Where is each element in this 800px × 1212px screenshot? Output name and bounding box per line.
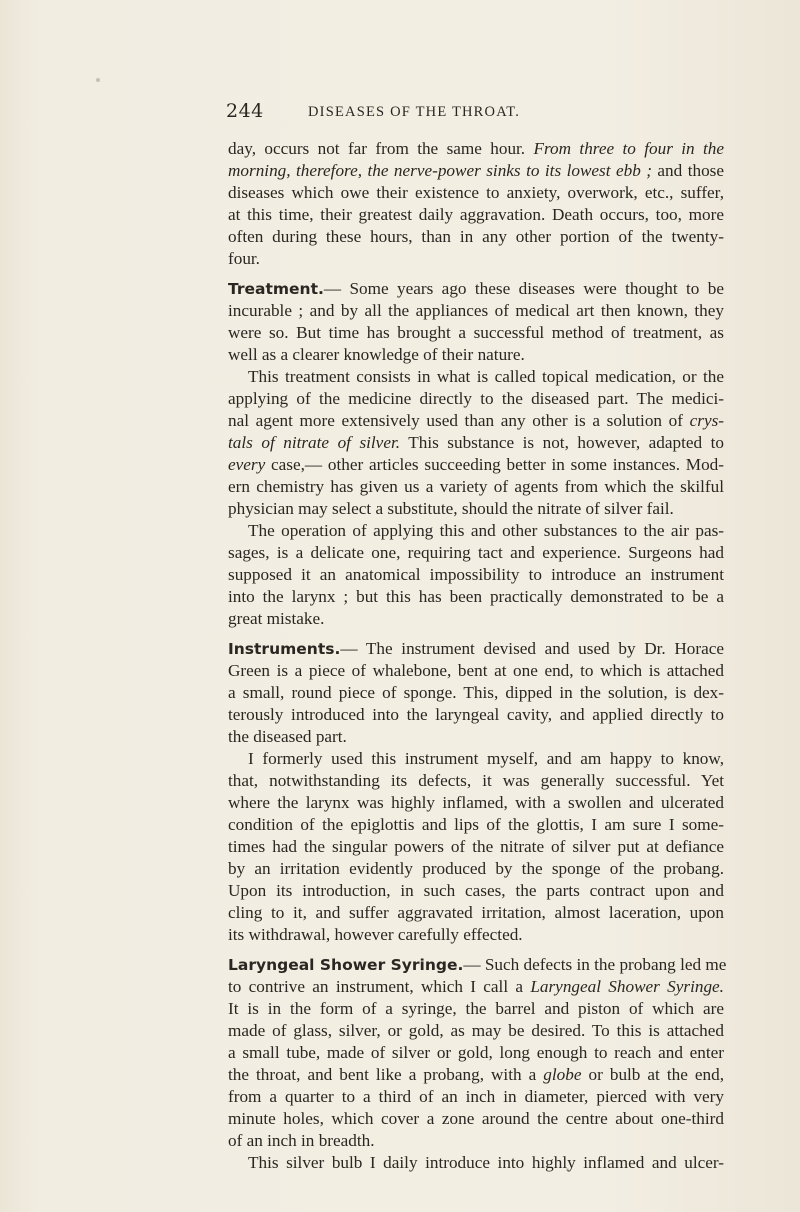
text-line bbox=[228, 880, 724, 902]
text-segment: the throat, and bent like a probang, with a bbox=[228, 1065, 544, 1084]
text-segment: often during these hours, than in any other portion of the twenty- bbox=[228, 227, 724, 246]
text-segment: — Such defects in the probang led me bbox=[463, 955, 727, 974]
text-line bbox=[228, 1042, 724, 1064]
text-line bbox=[228, 226, 724, 248]
text-line bbox=[228, 682, 724, 704]
text-line bbox=[228, 454, 724, 476]
text-segment: minute holes, which cover a zone around the centre about one-third bbox=[228, 1109, 724, 1128]
text-line bbox=[228, 726, 724, 748]
text-line bbox=[228, 638, 724, 660]
running-head: DISEASES OF THE THROAT. bbox=[308, 104, 521, 120]
text-line bbox=[228, 1064, 724, 1086]
text-segment: This substance is not, however, adapted to bbox=[400, 433, 724, 452]
text-line bbox=[228, 1130, 724, 1152]
text-line bbox=[228, 300, 724, 322]
text-segment: to contrive an instrument, which I call a bbox=[228, 977, 531, 996]
text-segment: its withdrawal, however carefully effected. bbox=[228, 925, 523, 944]
text-segment: — The instrument devised and used by Dr. Horace bbox=[340, 639, 724, 658]
text-segment: From three to four in the bbox=[533, 139, 725, 158]
text-segment: globe bbox=[543, 1065, 582, 1084]
text-segment: This treatment consists in what is called topical medication, or the bbox=[248, 367, 724, 386]
text-segment: were so. But time has brought a successful method of treatment, as bbox=[228, 323, 724, 342]
text-line bbox=[228, 520, 724, 542]
text-segment: ern chemistry has given us a variety of agents from which the skilful bbox=[228, 477, 724, 496]
text-segment: The operation of applying this and other substances to the air pas- bbox=[248, 521, 724, 540]
text-segment: This silver bulb I daily introduce into highly inflamed and ulcer- bbox=[248, 1153, 724, 1172]
text-segment: supposed it an anatomical impossibility to introduce an instrument bbox=[228, 565, 724, 584]
text-segment: terously introduced into the laryngeal cavity, and applied directly to bbox=[228, 705, 724, 724]
text-segment: physician may select a substitute, should the nitrate of silver fail. bbox=[228, 499, 674, 518]
text-line bbox=[228, 160, 724, 182]
text-line bbox=[228, 344, 724, 366]
text-line bbox=[228, 564, 724, 586]
text-segment: diseases which owe their existence to anxiety, overwork, etc., suffer, bbox=[228, 183, 724, 202]
text-segment: and those bbox=[651, 161, 724, 180]
text-line bbox=[228, 660, 724, 682]
text-segment: morning, therefore, the nerve-power sinks to its lowest ebb ; bbox=[228, 161, 652, 180]
text-segment: incurable ; and by all the appliances of medical art then known, they bbox=[228, 301, 724, 320]
text-line bbox=[228, 138, 724, 160]
text-line bbox=[228, 388, 724, 410]
text-segment: Laryngeal Shower Syringe. bbox=[530, 977, 724, 996]
section-heading: Laryngeal Shower Syringe. bbox=[228, 956, 464, 974]
text-line bbox=[228, 858, 724, 880]
text-segment: great mistake. bbox=[228, 609, 325, 628]
page-number: 244 bbox=[226, 100, 264, 122]
body-text bbox=[228, 138, 727, 1174]
text-segment: times had the singular powers of the nitrate of silver put at defiance bbox=[228, 837, 724, 856]
text-line bbox=[228, 924, 724, 946]
text-line bbox=[228, 182, 724, 204]
text-line bbox=[228, 704, 724, 726]
text-line bbox=[228, 586, 724, 608]
text-segment: into the larynx ; but this has been practically demonstrated to be a bbox=[228, 587, 724, 606]
text-line bbox=[228, 542, 724, 564]
text-segment: applying of the medicine directly to the diseased part. The medici- bbox=[228, 389, 724, 408]
text-line bbox=[228, 814, 724, 836]
text-line bbox=[228, 204, 724, 226]
text-line bbox=[228, 608, 724, 630]
text-segment: every bbox=[228, 455, 266, 474]
text-segment: Green is a piece of whalebone, bent at one end, to which is attached bbox=[228, 661, 724, 680]
text-segment: at this time, their greatest daily aggravation. Death occurs, too, more bbox=[228, 205, 724, 224]
text-segment: condition of the epiglottis and lips of the glottis, I am sure I some- bbox=[228, 815, 724, 834]
section-heading: Instruments. bbox=[228, 640, 341, 658]
text-segment: made of glass, silver, or gold, as may be desired. To this is attached bbox=[228, 1021, 724, 1040]
text-line bbox=[228, 322, 724, 344]
text-line bbox=[228, 954, 727, 976]
text-segment: — Some years ago these diseases were thought to be bbox=[323, 279, 724, 298]
text-line bbox=[228, 792, 724, 814]
text-line bbox=[228, 432, 724, 454]
text-segment: tals of nitrate of silver. bbox=[228, 433, 401, 452]
text-segment: case,— other articles succeeding better in some instances. Mod- bbox=[265, 455, 724, 474]
text-line bbox=[228, 1086, 724, 1108]
paper-spot bbox=[96, 78, 100, 82]
text-line bbox=[228, 410, 724, 432]
text-line bbox=[228, 476, 724, 498]
text-line bbox=[228, 278, 724, 300]
text-segment: sages, is a delicate one, requiring tact and experience. Surgeons had bbox=[228, 543, 724, 562]
text-segment: a small tube, made of silver or gold, long enough to reach and enter bbox=[228, 1043, 724, 1062]
text-segment: that, notwithstanding its defects, it was generally successful. Yet bbox=[228, 771, 724, 790]
text-segment: from a quarter to a third of an inch in diameter, pierced with very bbox=[228, 1087, 724, 1106]
text-line bbox=[228, 836, 724, 858]
text-line bbox=[228, 1152, 724, 1174]
text-segment: well as a clearer knowledge of their nature. bbox=[228, 345, 525, 364]
text-segment: day, occurs not far from the same hour. bbox=[228, 139, 534, 158]
text-segment: nal agent more extensively used than any other is a solution of bbox=[228, 411, 690, 430]
text-line bbox=[228, 366, 724, 388]
text-segment: or bulb at the end, bbox=[581, 1065, 725, 1084]
text-line bbox=[228, 1108, 724, 1130]
text-segment: cling to it, and suffer aggravated irritation, almost laceration, upon bbox=[228, 903, 724, 922]
text-line bbox=[228, 498, 724, 520]
text-segment: a small, round piece of sponge. This, dipped in the solution, is dex- bbox=[228, 683, 724, 702]
text-line bbox=[228, 998, 724, 1020]
text-line bbox=[228, 976, 724, 998]
text-segment: four. bbox=[228, 249, 260, 268]
text-segment: by an irritation evidently produced by the sponge of the probang. bbox=[228, 859, 724, 878]
text-line bbox=[228, 248, 724, 270]
text-segment: Upon its introduction, in such cases, the parts contract upon and bbox=[228, 881, 724, 900]
text-line bbox=[228, 1020, 724, 1042]
section-heading: Treatment. bbox=[228, 280, 324, 298]
text-line bbox=[228, 770, 724, 792]
text-segment: of an inch in breadth. bbox=[228, 1131, 375, 1150]
text-segment: It is in the form of a syringe, the barrel and piston of which are bbox=[228, 999, 724, 1018]
text-line bbox=[228, 748, 724, 770]
text-line bbox=[228, 902, 724, 924]
text-segment: the diseased part. bbox=[228, 727, 347, 746]
text-segment: crys- bbox=[689, 411, 724, 430]
text-segment: where the larynx was highly inflamed, with a swollen and ulcerated bbox=[228, 793, 724, 812]
text-segment: I formerly used this instrument myself, and am happy to know, bbox=[248, 749, 724, 768]
